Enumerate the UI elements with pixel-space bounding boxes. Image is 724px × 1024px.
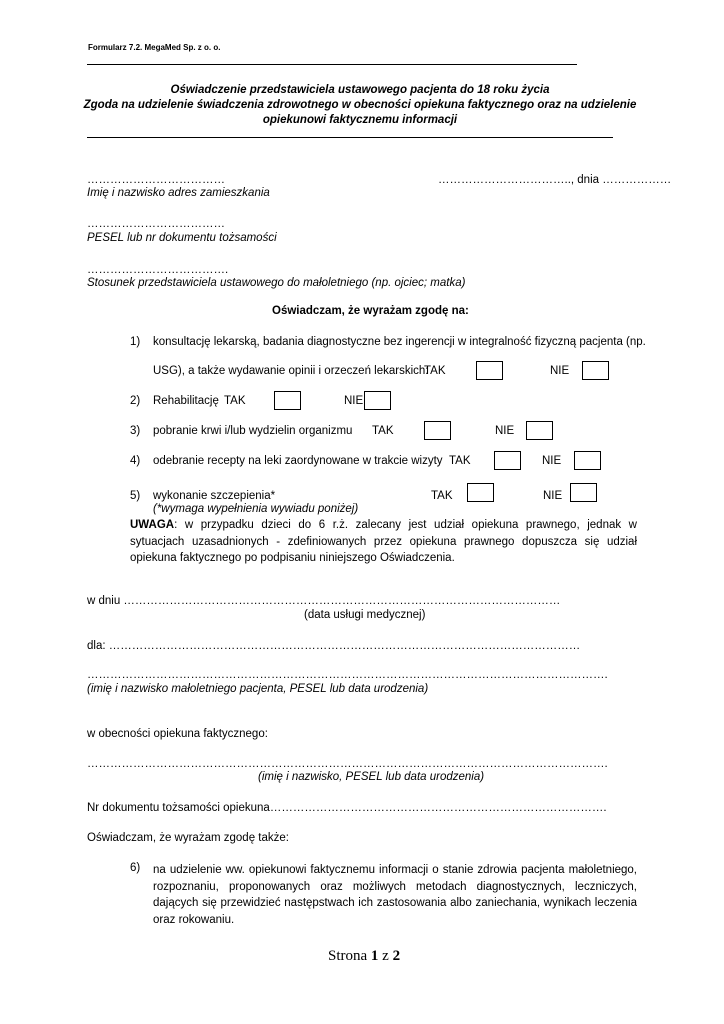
item-1-line-2: USG), a także wydawanie opinii i orzeczeń lekarskich: — [153, 365, 429, 377]
item-2-nie-label: NIE — [344, 395, 364, 407]
declaration-heading: Oświadczam, że wyrażam zgodę na: — [272, 305, 469, 317]
item-1-tak-label: TAK — [424, 365, 446, 377]
item-3-text: pobranie krwi i/lub wydzielin organizmu — [153, 425, 353, 437]
for-line: dla: …………………………………………………………………………………………………………… — [87, 640, 581, 652]
item-1-nie-checkbox[interactable] — [582, 361, 609, 380]
item-3-nie-label: NIE — [495, 425, 515, 437]
footer-strona: Strona — [328, 948, 368, 964]
pesel-label: PESEL lub nr dokumentu tożsamości — [87, 232, 277, 244]
item-5-nie-checkbox[interactable] — [570, 483, 597, 502]
item-4-nie-checkbox[interactable] — [574, 451, 601, 470]
item-3-tak-label: TAK — [372, 425, 394, 437]
item-2-tak-label: TAK — [224, 395, 246, 407]
item-5-text: wykonanie szczepienia* — [153, 490, 276, 502]
item-1-number: 1) — [130, 336, 141, 348]
item-3-number: 3) — [130, 425, 141, 437]
item-2-tak-checkbox[interactable] — [274, 391, 301, 410]
warning-text: : w przypadku dzieci do 6 r.ż. zalecany jest udział opiekuna prawnego, jednak w sytuacjach uzasadnionych - zdefiniowanych przez opiekuna prawnego dopuszcza się udział opiekuna faktycznego po podpisaniu niniejszego Oświadczenia. — [130, 519, 637, 564]
guardian-label: w obecności opiekuna faktycznego: — [87, 728, 268, 740]
item-3-tak-checkbox[interactable] — [424, 421, 451, 440]
minor-caption: (imię i nazwisko małoletniego pacjenta, PESEL lub data urodzenia) — [87, 683, 429, 695]
item-3-nie-checkbox[interactable] — [526, 421, 553, 440]
item-6-number: 6) — [130, 862, 141, 874]
header-rule — [87, 64, 577, 65]
guardian-dots: ………………………………………………………………………………………………………………………. — [87, 758, 608, 770]
guardian-document-line: Nr dokumentu tożsamości opiekuna……………………………………………………………………………. — [87, 802, 607, 814]
footer-z: z — [382, 948, 389, 964]
item-4-nie-label: NIE — [542, 455, 562, 467]
warning-label: UWAGA — [130, 519, 175, 531]
service-date-line: w dniu …………………………………………………………………………………………………… — [87, 595, 561, 607]
item-2-nie-checkbox[interactable] — [364, 391, 391, 410]
service-date-caption: (data usługi medycznej) — [304, 609, 426, 621]
item-4-number: 4) — [130, 455, 141, 467]
item-1-nie-label: NIE — [550, 365, 570, 377]
item-1-line-1: konsultację lekarską, badania diagnostyczne bez ingerencji w integralność fizyczną pacjenta (np. — [153, 336, 646, 348]
item-6-text: na udzielenie ww. opiekunowi faktycznemu informacji o stanie zdrowia pacjenta małoletniego, rozpoznaniu, proponowanych oraz możliwych metodach diagnostycznych, leczniczych, dających się przewidzieć następstwach ich zastosowania albo zaniechania, wynikach leczenia oraz rokowaniu. — [153, 864, 637, 926]
title-line-1: Oświadczenie przedstawiciela ustawowego pacjenta do 18 roku życia — [170, 84, 550, 96]
item-4-text: odebranie recepty na leki zaordynowane w trakcie wizyty — [153, 455, 443, 467]
item-4-tak-label: TAK — [449, 455, 471, 467]
footer-page-number: 1 — [370, 948, 379, 964]
minor-dots: ………………………………………………………………………………………………………………………. — [87, 669, 608, 681]
warning-paragraph — [130, 517, 637, 567]
item-5-tak-label: TAK — [431, 490, 453, 502]
item-5-nie-label: NIE — [543, 490, 563, 502]
item-2-text: Rehabilitację — [153, 395, 219, 407]
title-rule — [87, 137, 613, 138]
form-id: Formularz 7.2. MegaMed Sp. z o. o. — [88, 43, 221, 52]
title-line-3: opiekunowi faktycznemu informacji — [262, 114, 458, 126]
item-5-number: 5) — [130, 490, 141, 502]
name-label: Imię i nazwisko adres zamieszkania — [87, 187, 270, 199]
consent-also-heading: Oświadczam, że wyrażam zgodę także: — [87, 832, 289, 844]
place-date-field: …………………………….., dnia ……………… — [438, 174, 672, 186]
footer-total-pages: 2 — [392, 948, 401, 964]
relation-dots: ………………………………. — [87, 264, 229, 276]
guardian-caption: (imię i nazwisko, PESEL lub data urodzenia) — [258, 771, 485, 783]
title-line-2: Zgoda na udzielenie świadczenia zdrowotnego w obecności opiekuna faktycznego oraz na udzielenie — [83, 99, 637, 111]
name-dots: ……………………………… — [87, 174, 225, 186]
page-footer — [328, 948, 400, 965]
item-5-note: (*wymaga wypełnienia wywiadu poniżej) — [153, 503, 359, 515]
pesel-dots: ……………………………… — [87, 218, 225, 230]
item-2-number: 2) — [130, 395, 141, 407]
item-1-tak-checkbox[interactable] — [476, 361, 503, 380]
item-4-tak-checkbox[interactable] — [494, 451, 521, 470]
item-5-tak-checkbox[interactable] — [467, 483, 494, 502]
relation-label: Stosunek przedstawiciela ustawowego do małoletniego (np. ojciec; matka) — [87, 277, 466, 289]
